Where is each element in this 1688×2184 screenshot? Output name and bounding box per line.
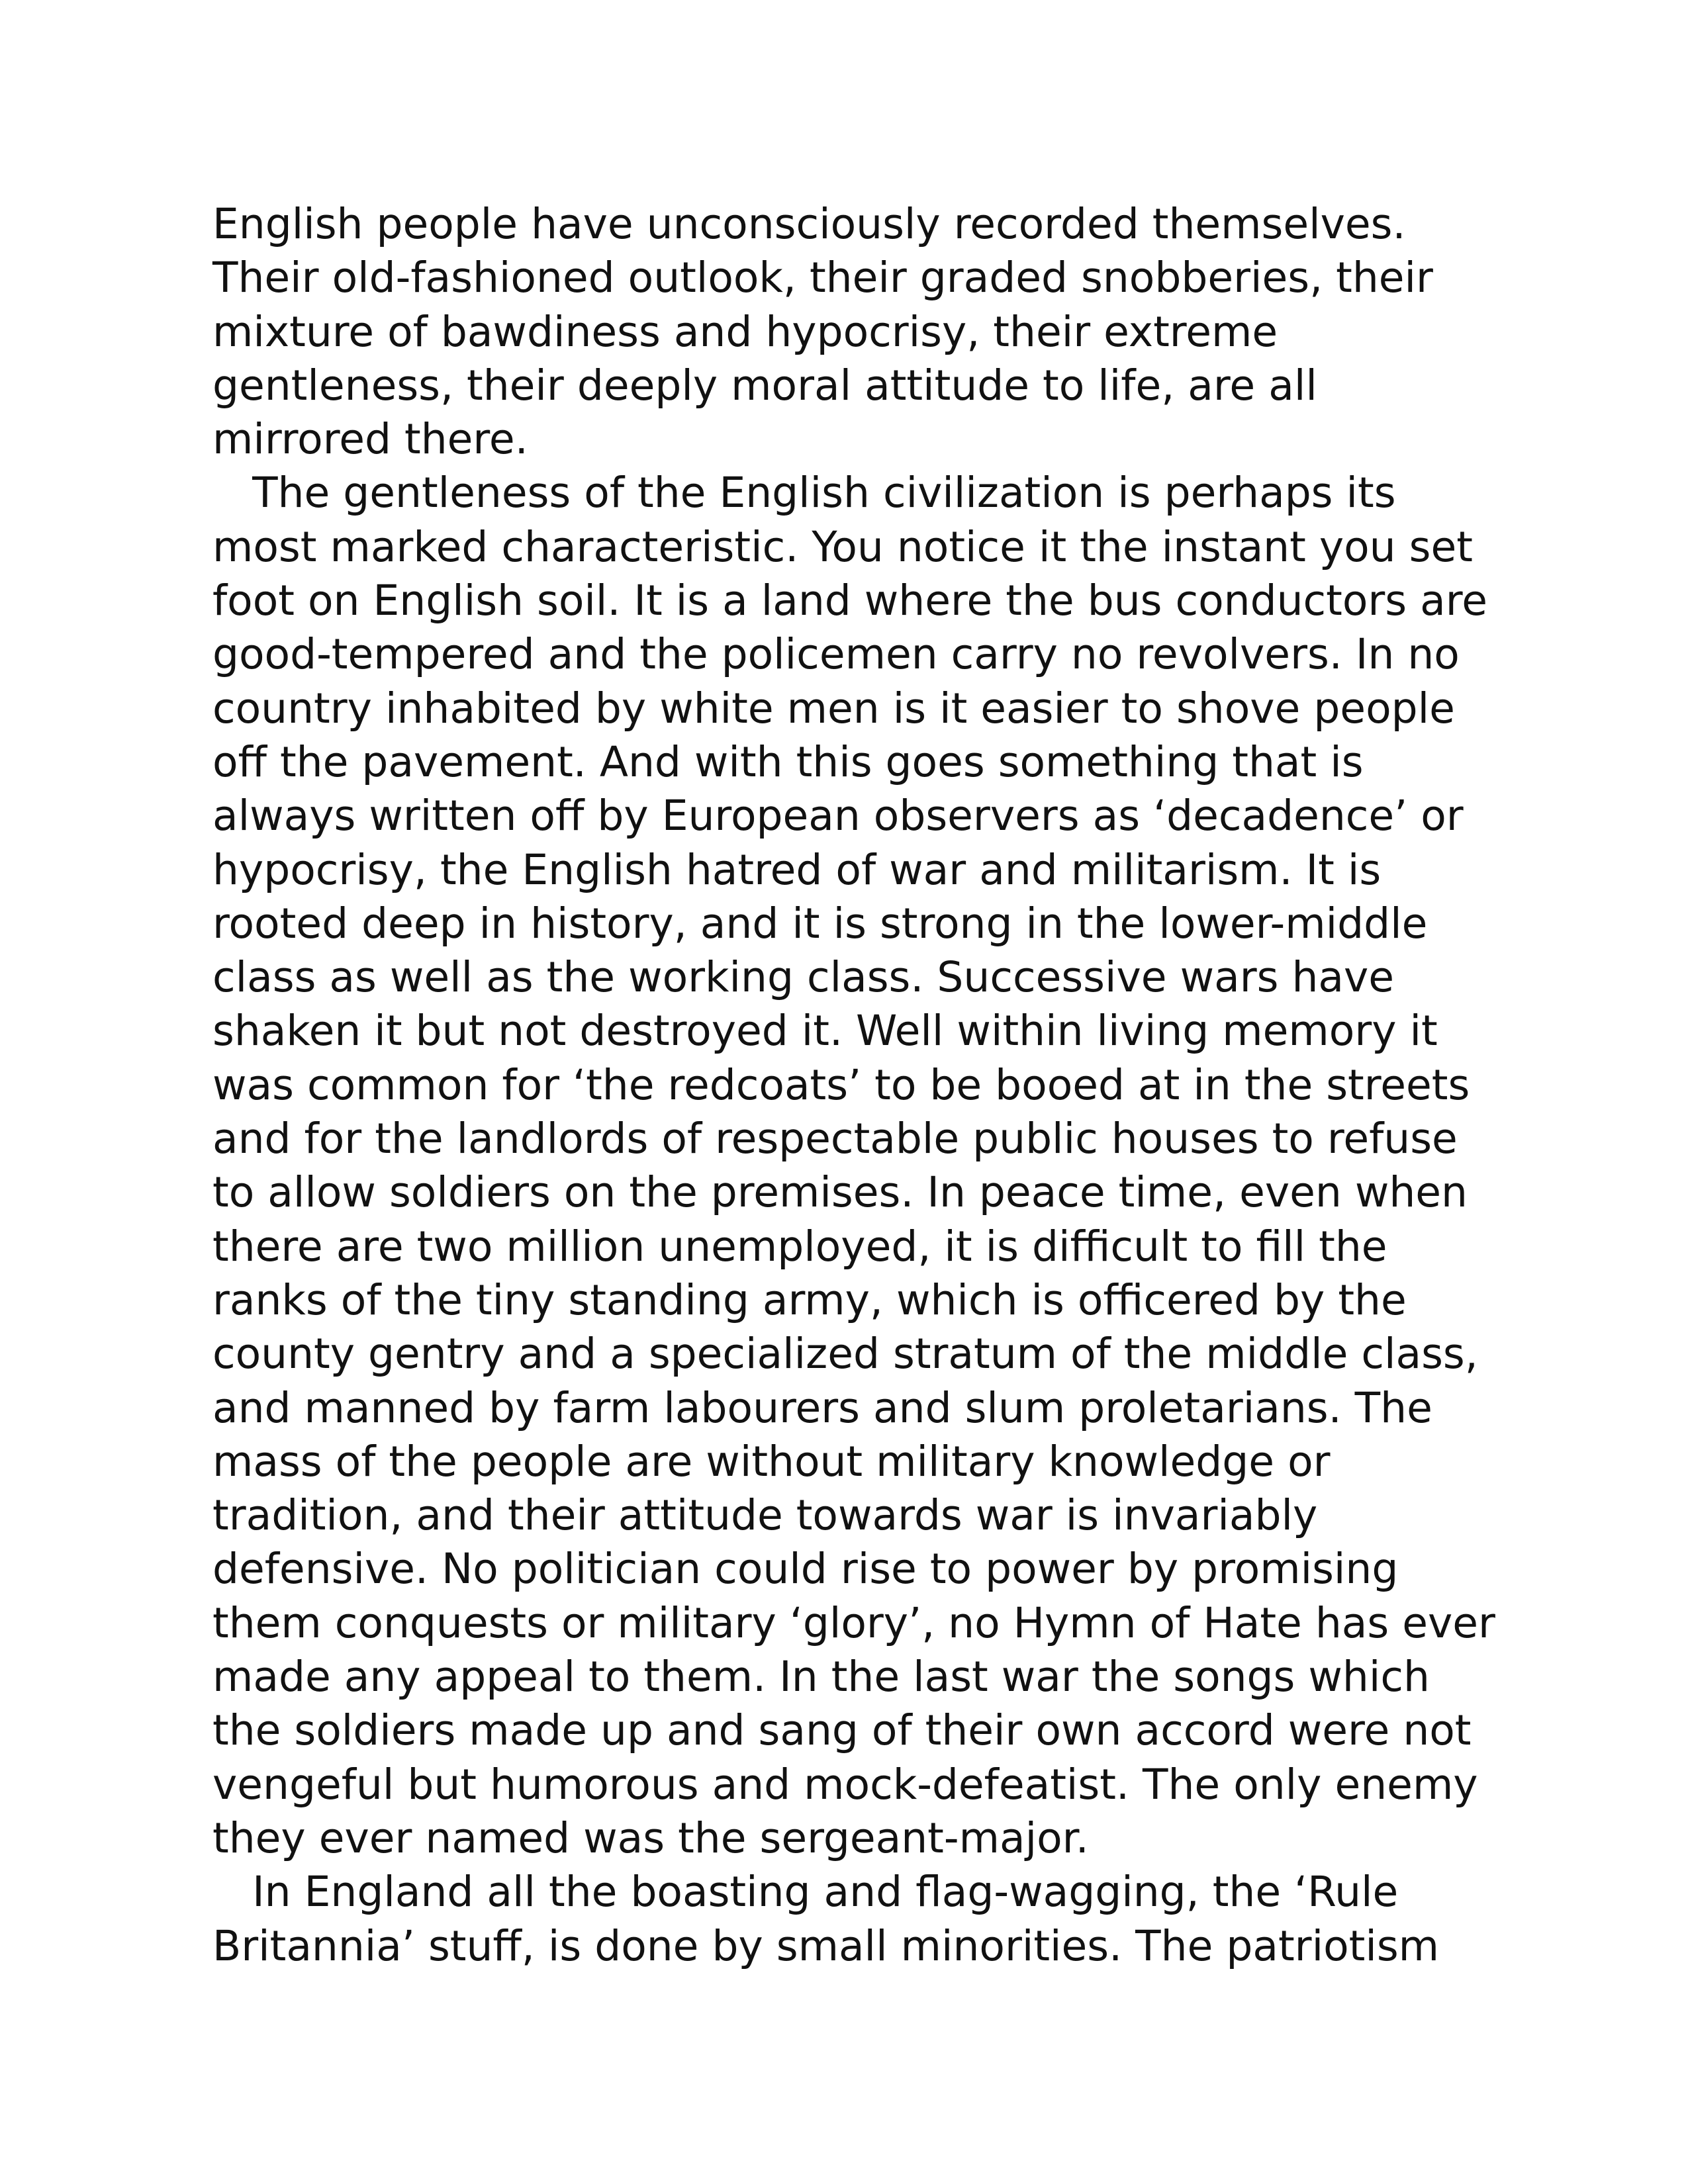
text-line: hypocrisy, the English hatred of war and militarism. It is xyxy=(212,845,1382,894)
text-line: The gentleness of the English civilization is perhaps its xyxy=(212,469,1396,518)
text-line: English people have unconsciously recorded themselves. xyxy=(212,200,1406,248)
text-line: mirrored there. xyxy=(212,415,528,464)
text-line: Britannia’ stuff, is done by small minorities. The patriotism xyxy=(212,1921,1440,1970)
text-line: the soldiers made up and sang of their own accord were not xyxy=(212,1706,1472,1755)
text-line: they ever named was the sergeant-major. xyxy=(212,1813,1089,1862)
text-line: county gentry and a specialized stratum of the middle class, xyxy=(212,1330,1478,1379)
text-line: mixture of bawdiness and hypocrisy, their extreme xyxy=(212,307,1278,356)
text-line: always written off by European observers as ‘decadence’ or xyxy=(212,792,1464,841)
text-line: Their old-fashioned outlook, their graded snobberies, their xyxy=(212,253,1433,302)
text-line: gentleness, their deeply moral attitude to life, are all xyxy=(212,361,1317,410)
text-line: there are two million unemployed, it is difficult to fill the xyxy=(212,1222,1387,1271)
text-line: class as well as the working class. Successive wars have xyxy=(212,953,1395,1002)
text-line: them conquests or military ‘glory’, no Hymn of Hate has ever xyxy=(212,1598,1495,1647)
body-text xyxy=(212,197,1510,1973)
text-line: ranks of the tiny standing army, which is officered by the xyxy=(212,1275,1407,1324)
text-line: and for the landlords of respectable public houses to refuse xyxy=(212,1115,1458,1163)
text-line: mass of the people are without military knowledge or xyxy=(212,1437,1331,1486)
text-line: shaken it but not destroyed it. Well within living memory it xyxy=(212,1007,1438,1056)
text-line: vengeful but humorous and mock-defeatist. The only enemy xyxy=(212,1760,1478,1809)
text-line: tradition, and their attitude towards war is invariably xyxy=(212,1491,1318,1540)
text-line: and manned by farm labourers and slum proletarians. The xyxy=(212,1383,1432,1432)
text-line: made any appeal to them. In the last war the songs which xyxy=(212,1653,1430,1702)
text-line: off the pavement. And with this goes something that is xyxy=(212,737,1364,786)
text-line: was common for ‘the redcoats’ to be booed at in the streets xyxy=(212,1060,1470,1109)
text-line: good-tempered and the policemen carry no revolvers. In no xyxy=(212,630,1460,679)
text-line: rooted deep in history, and it is strong in the lower-middle xyxy=(212,899,1428,948)
text-line: In England all the boasting and flag-wagging, the ‘Rule xyxy=(212,1868,1399,1917)
text-line: to allow soldiers on the premises. In peace time, even when xyxy=(212,1168,1468,1217)
text-line: foot on English soil. It is a land where the bus conductors are xyxy=(212,576,1488,625)
text-line: most marked characteristic. You notice it the instant you set xyxy=(212,522,1473,571)
text-line: defensive. No politician could rise to power by promising xyxy=(212,1545,1399,1594)
text-line: country inhabited by white men is it easier to shove people xyxy=(212,684,1455,733)
